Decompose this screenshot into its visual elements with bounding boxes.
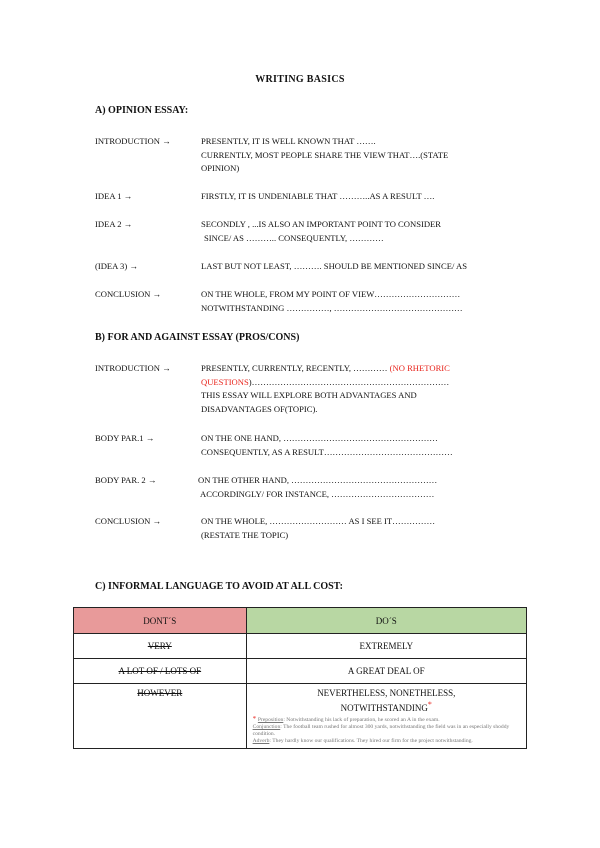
dont-cell: VERY [74, 634, 247, 659]
table-row [74, 659, 527, 684]
column-header-donts: DONT´S [74, 608, 247, 634]
row-label: CONCLUSION → [95, 289, 162, 299]
dont-cell: A LOT OF / LOTS OF [74, 659, 247, 684]
table-row [74, 684, 527, 749]
row-text: ON THE ONE HAND, ……………………………………………… CONSEQUENTLY, AS A RESULT……………………………………… [201, 433, 453, 457]
table-header-row [74, 608, 527, 634]
row-text: PRESENTLY, CURRENTLY, RECENTLY, ………… (NO RHETORIC QUESTIONS)…………………………………………………………… THIS ESSAY WILL EXPLORE BOTH ADVANTAGES AND DISADVANTAGES OF(TOPIC). [201, 363, 450, 414]
row-label: CONCLUSION → [95, 516, 162, 526]
row-text: ON THE WHOLE, ……………………… AS I SEE IT…………… (RESTATE THE TOPIC) [201, 516, 436, 540]
section-heading-b: B) FOR AND AGAINST ESSAY (PROS/CONS) [95, 332, 300, 343]
dont-cell: HOWEVER [74, 684, 247, 749]
section-heading-a: A) OPINION ESSAY: [95, 105, 189, 116]
row-label: BODY PAR.1 → [95, 433, 155, 443]
row-label: INTRODUCTION → [95, 136, 171, 146]
row-text: ON THE OTHER HAND, …………………………………………… ACCORDINGLY/ FOR INSTANCE, ……………………………… [198, 475, 438, 499]
asterisk-marker: * [252, 715, 258, 723]
do-cell: EXTREMELY [246, 634, 526, 659]
row-label: IDEA 1 → [95, 191, 133, 201]
asterisk-marker: * [427, 700, 432, 709]
row-text: ON THE WHOLE, FROM MY POINT OF VIEW………………………… NOTWITHSTANDING ……………, ……………………………………… [201, 289, 463, 313]
informal-language-table [73, 607, 527, 749]
row-text: FIRSTLY, IT IS UNDENIABLE THAT ………..AS A RESULT …. [201, 191, 435, 201]
row-text: LAST BUT NOT LEAST, ………. SHOULD BE MENTIONED SINCE/ AS [201, 261, 468, 271]
do-cell: A GREAT DEAL OF [246, 659, 526, 684]
page-title: WRITING BASICS [255, 74, 345, 85]
row-label: IDEA 2 → [95, 219, 133, 229]
warning-note: QUESTIONS [201, 376, 249, 387]
row-label: (IDEA 3) → [95, 261, 138, 271]
section-heading-c: C) INFORMAL LANGUAGE TO AVOID AT ALL COST: [95, 581, 343, 592]
do-cell: NEVERTHELESS, NONETHELESS, NOTWITHSTANDING* * Preposition: Notwithstanding his lack of preparation, he scored an A in the exam. Conjunction: The football team rushed for almost 300 yards, notwithstanding the field was in an especially shoddy condition. Adverb: They hardly know our qualifications. They hired our firm for the project notwithstanding. [246, 684, 526, 749]
row-text: SECONDLY , ...IS ALSO AN IMPORTANT POINT TO CONSIDER SINCE/ AS ……….. CONSEQUENTLY, ………… [201, 219, 442, 243]
usage-notes: * Preposition: Notwithstanding his lack of preparation, he scored an A in the exam. Conjunction: The football team rushed for almost 300 yards, notwithstanding the field was in an especially shoddy condition. Adverb: They hardly know our qualifications. They hired our firm for the project notwithstanding. [252, 715, 510, 744]
row-text: PRESENTLY, IT IS WELL KNOWN THAT ……. CURRENTLY, MOST PEOPLE SHARE THE VIEW THAT….(STATE OPINION) [201, 136, 449, 173]
row-label: BODY PAR. 2 → [95, 475, 157, 485]
column-header-dos: DO´S [246, 608, 526, 634]
table-row [74, 634, 527, 659]
warning-note: (NO RHETORIC [389, 363, 450, 373]
row-label: INTRODUCTION → [95, 363, 171, 373]
